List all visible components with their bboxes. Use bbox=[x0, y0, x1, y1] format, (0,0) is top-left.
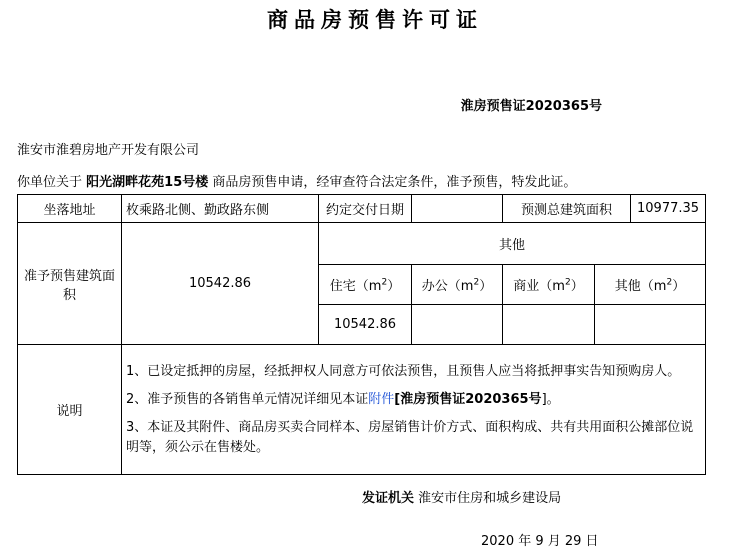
estimated-area-label: 预测总建筑面积 bbox=[503, 195, 631, 223]
approved-area-label: 准予预售建筑面积 bbox=[18, 223, 122, 345]
intro-prefix: 你单位关于 bbox=[17, 175, 83, 190]
project-name: 阳光湖畔花苑15号楼 bbox=[86, 175, 209, 190]
note-1: 1、已设定抵押的房屋，经抵押权人同意方可依法预售，且预售人应当将抵押事实告知预购房人。 bbox=[126, 363, 681, 379]
residential-column-header: 住宅$(m^2)$ bbox=[319, 265, 412, 305]
commercial-column-header: 商业$(m^2)$ bbox=[503, 265, 595, 305]
attachment-link[interactable]: 附件 bbox=[368, 391, 395, 407]
issue-date: 2020 年 9 月 29 日 bbox=[481, 534, 599, 549]
residential-value: 10542.86 bbox=[319, 305, 412, 345]
other-column-header: 其他$(m^2)$ bbox=[595, 265, 706, 305]
other-value bbox=[595, 305, 706, 345]
company-name: 淮安市淮碧房地产开发有限公司 bbox=[17, 143, 200, 158]
other-header: 其他 bbox=[319, 223, 706, 265]
document-title: 商品房预售许可证 bbox=[267, 8, 483, 32]
intro-suffix: 商品房预售申请，经审查符合法定条件，准予预售，特发此证。 bbox=[212, 175, 577, 190]
permit-table bbox=[17, 194, 706, 475]
note-3: 3、本证及其附件、商品房买卖合同样本、房屋销售计价方式、面积构成、共有共用面积公摊部位说明等，须公示在售楼处。 bbox=[126, 419, 694, 455]
certificate-number: 淮房预售证2020365号 bbox=[460, 99, 602, 114]
delivery-date-label: 约定交付日期 bbox=[319, 195, 412, 223]
location-label: 坐落地址 bbox=[18, 195, 122, 223]
intro-sentence bbox=[17, 171, 576, 190]
office-column-header: 办公$(m^2)$ bbox=[412, 265, 503, 305]
issuing-authority bbox=[362, 487, 561, 506]
notes-content bbox=[122, 345, 706, 475]
notes-label: 说明 bbox=[18, 345, 122, 475]
issuer-name: 淮安市住房和城乡建设局 bbox=[418, 491, 562, 506]
commercial-value bbox=[503, 305, 595, 345]
delivery-date-value bbox=[412, 195, 503, 223]
approved-area-value: 10542.86 bbox=[122, 223, 319, 345]
note-2-cert: [淮房预售证2020365号 bbox=[394, 391, 542, 407]
location-value: 枚乘路北侧、勤政路东侧 bbox=[122, 195, 319, 223]
issuer-label: 发证机关 bbox=[362, 491, 415, 506]
estimated-area-value: 10977.35 bbox=[631, 195, 706, 223]
office-value bbox=[412, 305, 503, 345]
note-2: 2、准予预售的各销售单元情况详细见本证附件[淮房预售证2020365号]。 bbox=[126, 391, 560, 407]
